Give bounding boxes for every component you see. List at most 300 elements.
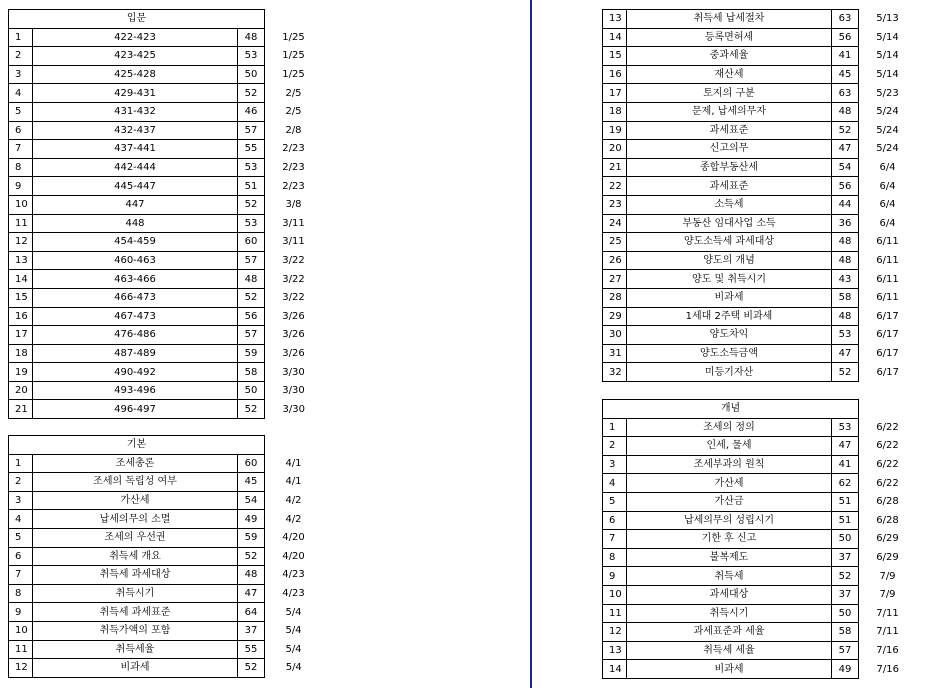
row-count: 50 <box>832 530 859 549</box>
row-date: 2/8 <box>285 124 302 136</box>
table-title-spacer <box>265 10 323 29</box>
table-header-row <box>9 436 323 455</box>
table-row <box>603 102 917 121</box>
row-number: 5 <box>603 492 627 511</box>
row-range: 445-447 <box>33 177 238 196</box>
row-date: 7/11 <box>876 626 899 638</box>
row-number: 5 <box>9 102 33 121</box>
row-number: 14 <box>603 660 627 679</box>
row-date: 7/16 <box>876 645 899 657</box>
concept-table <box>602 399 917 679</box>
row-count: 54 <box>238 491 265 510</box>
row-range: 문제, 납세의무자 <box>627 102 832 121</box>
row-range: 431-432 <box>33 102 238 121</box>
row-range: 납세의무의 성립시기 <box>627 511 832 530</box>
row-range: 487-489 <box>33 344 238 363</box>
row-range: 신고의무 <box>627 140 832 159</box>
row-count: 52 <box>238 659 265 678</box>
row-number: 7 <box>9 566 33 585</box>
row-range: 양도소득금액 <box>627 344 832 363</box>
table-row <box>9 158 323 177</box>
row-date: 6/29 <box>876 552 899 564</box>
row-number: 11 <box>603 604 627 623</box>
row-date: 5/14 <box>876 31 899 43</box>
row-number: 14 <box>603 28 627 47</box>
row-number: 13 <box>603 10 627 29</box>
row-count: 37 <box>832 548 859 567</box>
table-header-row <box>603 400 917 419</box>
table-row <box>9 659 323 678</box>
row-date: 7/11 <box>876 607 899 619</box>
row-range: 중과세율 <box>627 47 832 66</box>
row-number: 30 <box>603 326 627 345</box>
table-row <box>603 660 917 679</box>
table-row <box>603 121 917 140</box>
row-date: 6/11 <box>876 292 899 304</box>
row-number: 14 <box>9 270 33 289</box>
row-count: 52 <box>238 400 265 419</box>
row-date: 3/26 <box>282 347 305 359</box>
table-row <box>603 47 917 66</box>
row-date: 4/1 <box>285 457 302 469</box>
row-count: 56 <box>832 28 859 47</box>
table-row <box>9 381 323 400</box>
row-range: 재산세 <box>627 65 832 84</box>
table-row <box>603 437 917 456</box>
row-count: 55 <box>238 140 265 159</box>
row-number: 10 <box>603 585 627 604</box>
row-number: 8 <box>9 584 33 603</box>
table-row <box>9 344 323 363</box>
row-range: 양도의 개념 <box>627 251 832 270</box>
table-row <box>9 65 323 84</box>
row-number: 17 <box>603 84 627 103</box>
table-row <box>9 640 323 659</box>
row-date: 6/17 <box>876 310 899 322</box>
row-count: 37 <box>832 585 859 604</box>
row-date: 6/4 <box>879 180 896 192</box>
row-number: 25 <box>603 233 627 252</box>
row-count: 58 <box>832 623 859 642</box>
row-number: 17 <box>9 326 33 345</box>
row-number: 31 <box>603 344 627 363</box>
concept-table-section <box>602 399 917 679</box>
row-range: 토지의 구분 <box>627 84 832 103</box>
row-date: 6/17 <box>876 329 899 341</box>
row-number: 12 <box>603 623 627 642</box>
table-header-row <box>9 10 323 29</box>
row-count: 58 <box>238 363 265 382</box>
row-range: 가산세 <box>33 491 238 510</box>
row-date: 4/23 <box>282 588 305 600</box>
table-row <box>603 623 917 642</box>
row-date: 3/26 <box>282 329 305 341</box>
table-row <box>603 251 917 270</box>
row-date: 1/25 <box>282 50 305 62</box>
row-number: 6 <box>9 547 33 566</box>
row-range: 과세표준 <box>627 121 832 140</box>
table-row <box>603 567 917 586</box>
row-count: 49 <box>832 660 859 679</box>
row-count: 52 <box>238 84 265 103</box>
row-count: 56 <box>832 177 859 196</box>
row-number: 6 <box>9 121 33 140</box>
row-date: 4/2 <box>285 495 302 507</box>
table-row <box>9 140 323 159</box>
table-title: 개념 <box>603 400 859 419</box>
row-number: 6 <box>603 511 627 530</box>
row-number: 9 <box>9 603 33 622</box>
row-date: 5/14 <box>876 50 899 62</box>
table-row <box>9 547 323 566</box>
row-number: 1 <box>9 454 33 473</box>
row-range: 조세의 정의 <box>627 418 832 437</box>
table-row <box>9 47 323 66</box>
row-count: 47 <box>238 584 265 603</box>
row-range: 조세총론 <box>33 454 238 473</box>
row-number: 10 <box>9 621 33 640</box>
row-number: 4 <box>603 474 627 493</box>
row-count: 43 <box>832 270 859 289</box>
row-count: 46 <box>238 102 265 121</box>
row-date: 4/20 <box>282 532 305 544</box>
row-date: 3/8 <box>285 199 302 211</box>
row-number: 19 <box>9 363 33 382</box>
row-number: 8 <box>603 548 627 567</box>
table-row <box>603 28 917 47</box>
row-date: 2/23 <box>282 162 305 174</box>
table-row <box>9 473 323 492</box>
row-count: 64 <box>238 603 265 622</box>
row-range: 비과세 <box>33 659 238 678</box>
row-number: 28 <box>603 288 627 307</box>
row-date: 6/4 <box>879 199 896 211</box>
row-date: 6/17 <box>876 366 899 378</box>
row-number: 9 <box>603 567 627 586</box>
table-row <box>9 288 323 307</box>
intro-table-section <box>8 9 323 419</box>
row-range: 취득세 <box>627 567 832 586</box>
row-number: 3 <box>9 491 33 510</box>
row-number: 1 <box>9 28 33 47</box>
table-row <box>9 326 323 345</box>
row-range: 비과세 <box>627 288 832 307</box>
row-range: 납세의무의 소멸 <box>33 510 238 529</box>
table-title: 입문 <box>9 10 265 29</box>
row-range: 463-466 <box>33 270 238 289</box>
row-range: 취득가액의 포함 <box>33 621 238 640</box>
row-count: 48 <box>832 102 859 121</box>
row-count: 52 <box>238 288 265 307</box>
row-number: 20 <box>9 381 33 400</box>
row-number: 18 <box>603 102 627 121</box>
row-range: 등록면허세 <box>627 28 832 47</box>
row-count: 53 <box>238 47 265 66</box>
row-range: 447 <box>33 195 238 214</box>
table-row <box>603 270 917 289</box>
row-number: 23 <box>603 195 627 214</box>
row-count: 54 <box>832 158 859 177</box>
row-count: 44 <box>832 195 859 214</box>
row-range: 493-496 <box>33 381 238 400</box>
row-range: 미등기자산 <box>627 363 832 382</box>
table-row <box>603 307 917 326</box>
table-row <box>603 140 917 159</box>
table-row <box>603 418 917 437</box>
row-date: 1/25 <box>282 69 305 81</box>
table-row <box>603 158 917 177</box>
row-range: 취득시기 <box>33 584 238 603</box>
row-range: 448 <box>33 214 238 233</box>
row-range: 조세의 우선권 <box>33 528 238 547</box>
row-range: 466-473 <box>33 288 238 307</box>
row-number: 2 <box>603 437 627 456</box>
row-range: 425-428 <box>33 65 238 84</box>
table-row <box>9 102 323 121</box>
row-date: 6/22 <box>876 477 899 489</box>
row-number: 22 <box>603 177 627 196</box>
row-date: 3/30 <box>282 403 305 415</box>
row-number: 16 <box>9 307 33 326</box>
table-row <box>603 474 917 493</box>
row-range: 442-444 <box>33 158 238 177</box>
row-count: 52 <box>238 547 265 566</box>
row-count: 53 <box>832 418 859 437</box>
row-number: 11 <box>9 640 33 659</box>
row-number: 9 <box>9 177 33 196</box>
row-date: 5/14 <box>876 69 899 81</box>
row-count: 60 <box>238 454 265 473</box>
row-range: 인세, 물세 <box>627 437 832 456</box>
row-range: 460-463 <box>33 251 238 270</box>
row-date: 4/1 <box>285 476 302 488</box>
table-row <box>9 454 323 473</box>
row-number: 26 <box>603 251 627 270</box>
row-date: 6/11 <box>876 255 899 267</box>
row-date: 6/22 <box>876 459 899 471</box>
row-count: 62 <box>832 474 859 493</box>
row-count: 51 <box>832 492 859 511</box>
table-row <box>9 528 323 547</box>
table-row <box>603 585 917 604</box>
row-date: 3/26 <box>282 310 305 322</box>
row-range: 429-431 <box>33 84 238 103</box>
row-number: 24 <box>603 214 627 233</box>
row-date: 6/11 <box>876 236 899 248</box>
row-range: 취득세 개요 <box>33 547 238 566</box>
row-date: 3/22 <box>282 273 305 285</box>
row-range: 476-486 <box>33 326 238 345</box>
row-number: 27 <box>603 270 627 289</box>
row-number: 8 <box>9 158 33 177</box>
intro-table <box>8 9 323 419</box>
row-count: 45 <box>832 65 859 84</box>
row-date: 7/9 <box>879 589 896 601</box>
row-range: 소득세 <box>627 195 832 214</box>
row-count: 51 <box>832 511 859 530</box>
table-row <box>603 288 917 307</box>
page-divider <box>530 0 532 688</box>
table-row <box>603 344 917 363</box>
row-range: 423-425 <box>33 47 238 66</box>
row-count: 48 <box>238 566 265 585</box>
row-range: 취득세 과세표준 <box>33 603 238 622</box>
row-range: 432-437 <box>33 121 238 140</box>
row-date: 5/4 <box>285 662 302 674</box>
row-date: 5/24 <box>876 124 899 136</box>
row-count: 48 <box>832 233 859 252</box>
row-date: 6/28 <box>876 496 899 508</box>
row-count: 58 <box>832 288 859 307</box>
table-row <box>603 455 917 474</box>
row-number: 12 <box>9 659 33 678</box>
row-range: 가산금 <box>627 492 832 511</box>
table-title-spacer <box>859 400 917 419</box>
row-range: 종합부동산세 <box>627 158 832 177</box>
table-row <box>603 177 917 196</box>
row-range: 취득세 세율 <box>627 641 832 660</box>
row-number: 3 <box>603 455 627 474</box>
row-count: 53 <box>238 214 265 233</box>
row-count: 48 <box>832 251 859 270</box>
table-row <box>603 511 917 530</box>
row-number: 15 <box>9 288 33 307</box>
row-number: 21 <box>9 400 33 419</box>
basic-cont-table-section <box>602 9 917 382</box>
row-count: 63 <box>832 84 859 103</box>
row-count: 60 <box>238 233 265 252</box>
table-row <box>9 270 323 289</box>
row-date: 6/4 <box>879 162 896 174</box>
row-range: 437-441 <box>33 140 238 159</box>
row-date: 2/5 <box>285 87 302 99</box>
table-row <box>603 641 917 660</box>
row-range: 467-473 <box>33 307 238 326</box>
table-title: 기본 <box>9 436 265 455</box>
table-row <box>603 10 917 29</box>
row-number: 7 <box>603 530 627 549</box>
row-number: 18 <box>9 344 33 363</box>
basic-table <box>8 435 323 678</box>
table-row <box>603 326 917 345</box>
row-range: 과세표준과 세율 <box>627 623 832 642</box>
table-row <box>9 121 323 140</box>
row-count: 48 <box>238 28 265 47</box>
row-number: 5 <box>9 528 33 547</box>
row-date: 2/5 <box>285 106 302 118</box>
table-row <box>9 510 323 529</box>
row-number: 2 <box>9 47 33 66</box>
table-row <box>9 584 323 603</box>
row-number: 10 <box>9 195 33 214</box>
row-date: 7/9 <box>879 570 896 582</box>
row-count: 52 <box>832 121 859 140</box>
row-number: 2 <box>9 473 33 492</box>
row-count: 47 <box>832 344 859 363</box>
row-range: 가산세 <box>627 474 832 493</box>
table-row <box>9 214 323 233</box>
table-title-spacer <box>265 436 323 455</box>
basic-table-section <box>8 435 323 678</box>
row-range: 취득세 과세대상 <box>33 566 238 585</box>
row-number: 4 <box>9 510 33 529</box>
row-count: 51 <box>238 177 265 196</box>
row-date: 3/30 <box>282 385 305 397</box>
row-date: 5/23 <box>876 87 899 99</box>
table-row <box>603 530 917 549</box>
row-count: 45 <box>238 473 265 492</box>
row-count: 53 <box>238 158 265 177</box>
row-number: 20 <box>603 140 627 159</box>
row-number: 13 <box>603 641 627 660</box>
row-number: 29 <box>603 307 627 326</box>
row-date: 6/29 <box>876 533 899 545</box>
row-date: 6/28 <box>876 514 899 526</box>
row-count: 57 <box>832 641 859 660</box>
row-count: 53 <box>832 326 859 345</box>
table-row <box>9 177 323 196</box>
row-number: 3 <box>9 65 33 84</box>
row-number: 19 <box>603 121 627 140</box>
row-date: 5/4 <box>285 606 302 618</box>
row-count: 57 <box>238 326 265 345</box>
row-count: 47 <box>832 140 859 159</box>
row-date: 5/4 <box>285 643 302 655</box>
row-count: 52 <box>832 363 859 382</box>
row-date: 4/2 <box>285 513 302 525</box>
row-number: 13 <box>9 251 33 270</box>
row-count: 50 <box>238 65 265 84</box>
table-row <box>603 214 917 233</box>
row-number: 7 <box>9 140 33 159</box>
row-date: 6/4 <box>879 217 896 229</box>
row-date: 6/22 <box>876 421 899 433</box>
row-range: 조세부과의 원칙 <box>627 455 832 474</box>
row-date: 5/24 <box>876 143 899 155</box>
row-count: 59 <box>238 528 265 547</box>
row-range: 불복제도 <box>627 548 832 567</box>
row-count: 47 <box>832 437 859 456</box>
table-row <box>9 233 323 252</box>
table-row <box>9 400 323 419</box>
row-number: 32 <box>603 363 627 382</box>
basic-cont-table <box>602 9 917 382</box>
row-number: 1 <box>603 418 627 437</box>
row-number: 4 <box>9 84 33 103</box>
row-range: 양도차익 <box>627 326 832 345</box>
row-date: 5/24 <box>876 106 899 118</box>
table-row <box>603 233 917 252</box>
row-count: 56 <box>238 307 265 326</box>
row-date: 1/25 <box>282 31 305 43</box>
table-row <box>9 491 323 510</box>
table-row <box>603 604 917 623</box>
row-count: 49 <box>238 510 265 529</box>
row-date: 3/30 <box>282 366 305 378</box>
row-range: 취득세율 <box>33 640 238 659</box>
row-count: 52 <box>832 567 859 586</box>
table-row <box>9 195 323 214</box>
row-range: 490-492 <box>33 363 238 382</box>
row-number: 11 <box>9 214 33 233</box>
row-count: 36 <box>832 214 859 233</box>
row-date: 3/22 <box>282 292 305 304</box>
table-row <box>603 548 917 567</box>
row-date: 3/22 <box>282 255 305 267</box>
table-row <box>9 28 323 47</box>
row-range: 조세의 독립성 여부 <box>33 473 238 492</box>
table-row <box>9 621 323 640</box>
